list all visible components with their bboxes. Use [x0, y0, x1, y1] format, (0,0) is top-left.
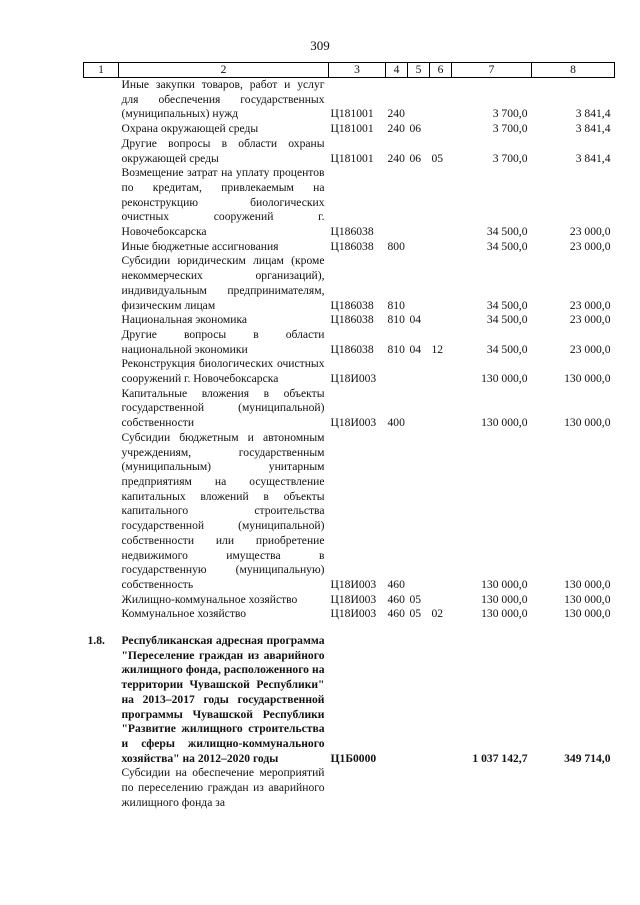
section-code — [408, 166, 430, 240]
table-row — [84, 607, 615, 622]
expense-type-code: 240 — [387, 151, 405, 165]
column-header: 6 — [430, 63, 452, 78]
amount-year-1: 130 000,0 — [481, 607, 528, 621]
amount-year-2: 23 000,0 — [569, 225, 611, 239]
table-row — [84, 593, 615, 608]
amount-year-2: 3 841,4 — [575, 107, 611, 121]
section-code: 06 — [409, 122, 422, 136]
table-row — [84, 122, 615, 137]
amount-year-2: 3 841,4 — [575, 151, 611, 165]
subsection-code — [430, 313, 452, 328]
section-code — [408, 254, 430, 313]
expense-type-code: 400 — [387, 416, 405, 430]
amount-year-2: 23 000,0 — [569, 239, 611, 253]
expense-type-code: 240 — [387, 107, 405, 121]
program-amount-year-2: 349 714,0 — [564, 751, 611, 765]
expense-type-code: 810 — [387, 342, 405, 356]
row-name: Возмещение затрат на уплату процентов по кредитам, привлекаемым на реконструкцию биологических очистных сооружений г. Новочебоксарска — [121, 166, 325, 239]
target-article-code: Ц186038 — [330, 342, 374, 356]
amount-year-2: 130 000,0 — [564, 372, 611, 386]
column-header: 1 — [84, 63, 119, 78]
spacer-cell — [84, 622, 615, 634]
subsection-code — [430, 357, 452, 386]
target-article-code: Ц186038 — [330, 239, 374, 253]
table-row — [84, 431, 615, 593]
row-number — [84, 431, 119, 593]
row-number — [84, 240, 119, 255]
row-number — [84, 254, 119, 313]
row-name: Субсидии на обеспечение мероприятий по переселению граждан из аварийного жилищного фонда за — [121, 766, 325, 809]
section-code: 05 — [409, 592, 422, 606]
empty-cell — [430, 634, 452, 766]
subsection-code — [430, 254, 452, 313]
row-name: Иные закупки товаров, работ и услуг для обеспечения государственных (муниципальных) нужд — [121, 78, 325, 121]
table-row — [84, 78, 615, 123]
column-header: 2 — [119, 63, 329, 78]
row-name: Коммунальное хозяйство — [121, 607, 247, 621]
target-article-code: Ц181001 — [330, 122, 374, 136]
expense-type-code: 800 — [387, 239, 405, 253]
table-row — [84, 328, 615, 357]
target-article-code: Ц18И003 — [330, 416, 377, 430]
program-name: Республиканская адресная программа "Переселение граждан из аварийного жилищного фонда, расположенного на территории Чувашской Республики" на 2013–2017 годы государственной программы Чувашской Республики "Развитие жилищного строительства и сферы жилищно-коммунального хозяйства" на 2012–2020 годы — [121, 634, 325, 765]
section-code: 04 — [409, 313, 422, 327]
amount-year-1: 3 700,0 — [492, 151, 528, 165]
amount-year-1: 130 000,0 — [481, 416, 528, 430]
target-article-code: Ц186038 — [330, 298, 374, 312]
column-header: 7 — [452, 63, 532, 78]
row-name: Реконструкция биологических очистных сооружений г. Новочебоксарска — [121, 357, 325, 386]
subsection-code: 12 — [431, 342, 444, 356]
expense-type-code — [386, 166, 408, 240]
amount-year-1: 34 500,0 — [486, 298, 528, 312]
empty-cell — [329, 766, 386, 810]
column-header: 4 — [386, 63, 408, 78]
subsection-code — [430, 240, 452, 255]
table-header-row — [84, 63, 615, 78]
amount-year-1: 130 000,0 — [481, 577, 528, 591]
empty-cell — [408, 634, 430, 766]
amount-year-1: 34 500,0 — [486, 225, 528, 239]
column-header: 8 — [532, 63, 615, 78]
row-number — [84, 313, 119, 328]
amount-year-1: 34 500,0 — [486, 313, 528, 327]
expense-type-code: 810 — [387, 313, 405, 327]
expense-type-code: 460 — [387, 592, 405, 606]
target-article-code: Ц181001 — [330, 151, 374, 165]
target-article-code: Ц186038 — [330, 313, 374, 327]
target-article-code: Ц18И003 — [330, 607, 377, 621]
subsection-code: 02 — [431, 607, 444, 621]
table-row — [84, 766, 615, 810]
row-number — [84, 78, 119, 123]
expense-type-code: 810 — [387, 298, 405, 312]
program-amount-year-1: 1 037 142,7 — [472, 751, 528, 765]
section-code: 06 — [409, 151, 422, 165]
row-name: Капитальные вложения в объекты государственной (муниципальной) собственности — [121, 386, 325, 430]
table-row — [84, 357, 615, 386]
amount-year-2: 23 000,0 — [569, 342, 611, 356]
budget-table — [83, 62, 615, 810]
row-number — [84, 607, 119, 622]
table-row — [84, 240, 615, 255]
section-code: 04 — [409, 342, 422, 356]
subsection-code — [430, 387, 452, 431]
subsection-code: 05 — [431, 151, 444, 165]
section-code — [408, 357, 430, 386]
amount-year-2: 130 000,0 — [564, 592, 611, 606]
target-article-code: Ц181001 — [330, 107, 374, 121]
program-code: Ц1Б0000 — [330, 751, 377, 765]
amount-year-2: 130 000,0 — [564, 416, 611, 430]
amount-year-1: 34 500,0 — [486, 342, 528, 356]
section-code — [408, 387, 430, 431]
column-header: 3 — [329, 63, 386, 78]
section-code — [408, 78, 430, 123]
amount-year-1: 3 700,0 — [492, 122, 528, 136]
amount-year-1: 3 700,0 — [492, 107, 528, 121]
target-article-code: Ц18И003 — [330, 592, 377, 606]
target-article-code: Ц18И003 — [330, 577, 377, 591]
amount-year-1: 130 000,0 — [481, 592, 528, 606]
subsection-code — [430, 78, 452, 123]
amount-year-2: 130 000,0 — [564, 577, 611, 591]
subsection-code — [430, 166, 452, 240]
row-number — [84, 328, 119, 357]
table-row — [84, 254, 615, 313]
section-code: 05 — [409, 607, 422, 621]
row-number — [84, 137, 119, 166]
section-code — [408, 431, 430, 593]
row-name: Другие вопросы в области национальной экономики — [121, 327, 325, 356]
amount-year-1: 130 000,0 — [481, 372, 528, 386]
row-name: Иные бюджетные ассигнования — [121, 239, 279, 253]
row-name: Другие вопросы в области охраны окружающей среды — [121, 136, 325, 165]
amount-year-1: 34 500,0 — [486, 239, 528, 253]
expense-type-code: 460 — [387, 577, 405, 591]
target-article-code: Ц18И003 — [330, 372, 377, 386]
empty-cell — [408, 766, 430, 810]
section-code — [408, 240, 430, 255]
row-number — [84, 357, 119, 386]
table-row — [84, 137, 615, 166]
table-row — [84, 166, 615, 240]
program-row — [84, 634, 615, 766]
subsection-code — [430, 431, 452, 593]
empty-cell — [386, 766, 408, 810]
empty-cell — [452, 766, 532, 810]
subsection-code — [430, 593, 452, 608]
empty-cell — [430, 766, 452, 810]
row-number — [84, 387, 119, 431]
row-name: Субсидии бюджетным и автономным учреждениям, государственным (муниципальным) унитарным предприятиям на осуществление капитальных вложений в объекты капитального строительства государственной (муниципальной) собственности или приобретение недвижимого имущества в государственную (муниципальную) собственность — [121, 430, 325, 591]
amount-year-2: 3 841,4 — [575, 122, 611, 136]
row-number — [84, 122, 119, 137]
table-row — [84, 313, 615, 328]
amount-year-2: 130 000,0 — [564, 607, 611, 621]
page-number: 309 — [310, 38, 330, 53]
column-header: 5 — [408, 63, 430, 78]
row-name: Субсидии юридическим лицам (кроме некоммерческих организаций), индивидуальным предпринимателям, физическим лицам — [121, 254, 325, 312]
row-number — [84, 166, 119, 240]
expense-type-code: 240 — [387, 122, 405, 136]
amount-year-2: 23 000,0 — [569, 298, 611, 312]
empty-cell — [532, 766, 615, 810]
target-article-code: Ц186038 — [330, 225, 374, 239]
program-number: 1.8. — [87, 634, 105, 648]
row-name: Жилищно-коммунальное хозяйство — [121, 592, 298, 606]
row-number — [84, 593, 119, 608]
expense-type-code: 460 — [387, 607, 405, 621]
expense-type-code — [386, 357, 408, 386]
empty-cell — [84, 766, 119, 810]
spacer-row — [84, 622, 615, 634]
table-row — [84, 387, 615, 431]
row-name: Национальная экономика — [121, 313, 248, 327]
subsection-code — [430, 122, 452, 137]
empty-cell — [386, 634, 408, 766]
row-name: Охрана окружающей среды — [121, 122, 259, 136]
amount-year-2: 23 000,0 — [569, 313, 611, 327]
